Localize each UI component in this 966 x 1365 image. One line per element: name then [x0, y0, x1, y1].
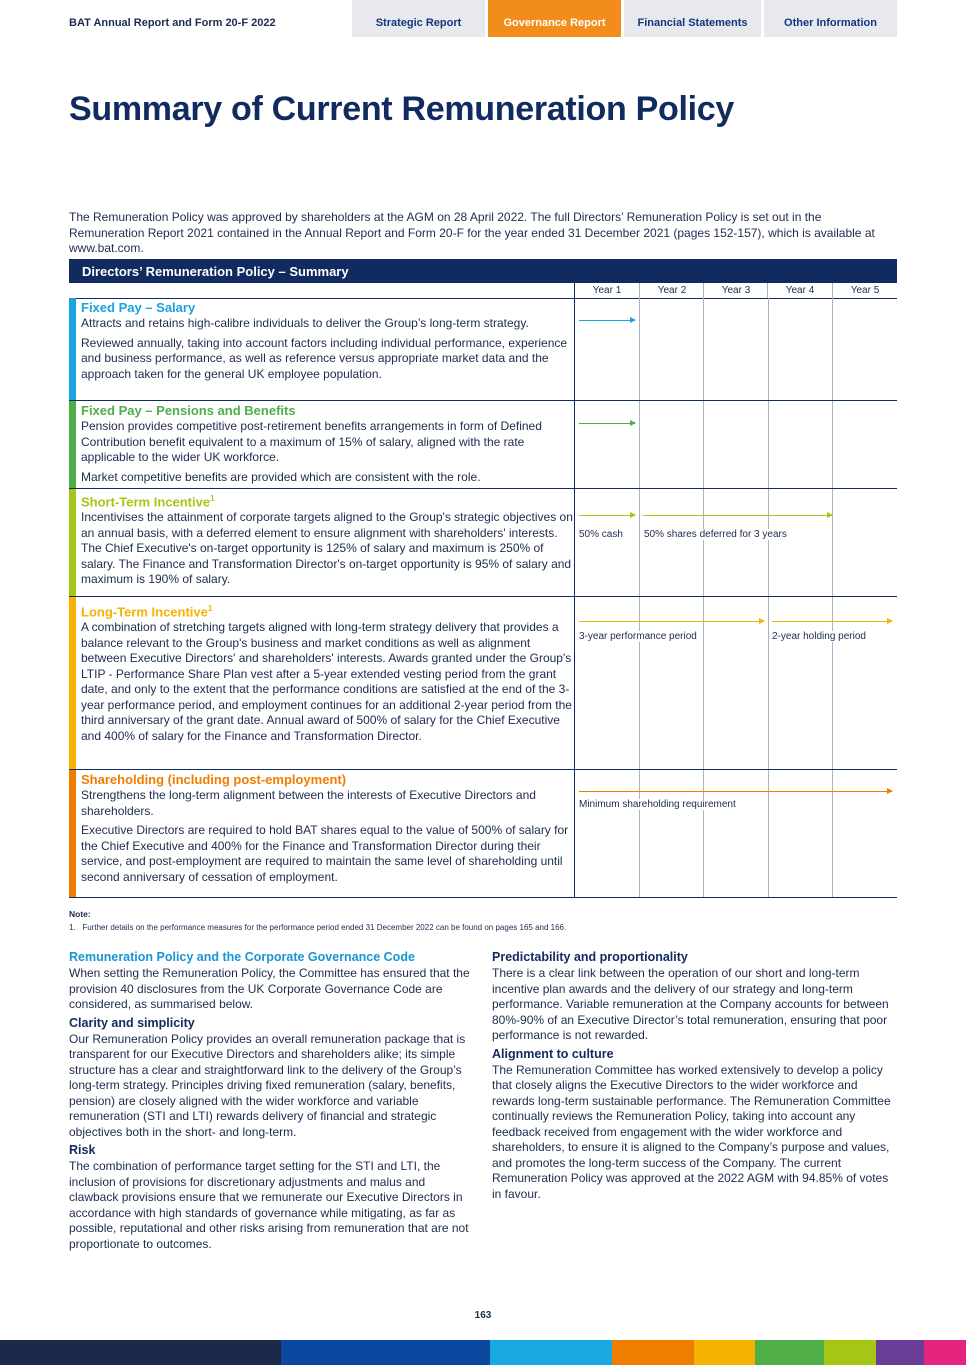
note-heading: Note: [69, 909, 91, 919]
subsection-text: There is a clear link between the operation of our short and long-term incentive plan awards and the delivery of our strategy and long-term performance. Variable remuneration at the Company accounts for between 80%-90% of an Executive Director’s total remuneration, ensuring that poor performance is not rewarded. [492, 966, 889, 1042]
timeline-arrow [643, 515, 832, 516]
year-header-row [69, 283, 897, 299]
subsection-heading: Predictability and proportionality [492, 950, 688, 964]
stripe-segment [924, 1340, 966, 1365]
left-column [69, 949, 474, 1254]
row-paragraph: Executive Directors are required to hold BAT shares equal to the value of 500% of salary for the Chief Executive and 400% for the Finance and Transformation Director during their service, and post-employment are required to maintain the same level of shareholding until second anniversary of cessation of employment. [81, 823, 569, 884]
footnote-1: 1. Further details on the performance measures for the performance period ended 31 December 2022 can be found on pages 165 and 166. [69, 923, 567, 932]
page-number: 163 [474, 1310, 492, 1321]
year-5-header: Year 5 [832, 283, 897, 298]
stripe-segment [281, 1340, 490, 1365]
subsection-heading: Alignment to culture [492, 1046, 614, 1061]
row-paragraph: Market competitive benefits are provided which are consistent with the role. [81, 469, 481, 484]
policy-summary-table [69, 259, 897, 884]
tab-other-information[interactable]: Other Information [764, 0, 897, 37]
timeline-grid [574, 401, 898, 488]
timeline-grid [574, 597, 898, 769]
subsection-heading: Risk [69, 1143, 96, 1157]
stripe-segment [490, 1340, 612, 1365]
row-color-bar [69, 597, 76, 769]
footnote-ref: 1 [207, 604, 213, 613]
timeline-arrow [579, 320, 635, 321]
section-text: When setting the Remuneration Policy, the Committee has ensured that the provision 40 disclosures from the UK Corporate Governance Code are considered, as summarised below. [69, 966, 470, 1011]
stripe-segment [694, 1340, 755, 1365]
year-3-header: Year 3 [703, 283, 768, 298]
timeline-label: 2-year holding period [769, 631, 869, 642]
row-color-bar [69, 489, 76, 596]
section-heading: Remuneration Policy and the Corporate Governance Code [69, 950, 415, 964]
timeline-label: 50% shares deferred for 3 years [641, 529, 790, 540]
row-paragraph: Attracts and retains high-calibre individuals to deliver the Group’s long-term strategy. [81, 316, 529, 330]
policy-row-long-term-incentive [69, 597, 897, 770]
row-title: Short-Term Incentive [81, 494, 211, 510]
timeline-label: 3-year performance period [576, 631, 700, 642]
subsection-heading: Clarity and simplicity [69, 1015, 195, 1030]
row-color-bar [69, 770, 76, 897]
table-heading: Directors’ Remuneration Policy – Summary [69, 259, 897, 283]
policy-row-pensions [69, 401, 897, 489]
row-title: Shareholding (including post-employment) [81, 772, 347, 787]
timeline-grid [574, 489, 898, 596]
stripe-segment [876, 1340, 924, 1365]
intro-paragraph: The Remuneration Policy was approved by shareholders at the AGM on 28 April 2022. The full Directors’ Remuneration Policy is set out in the Remuneration Report 2021 contained in the Annual Report and Form 20-F for the year ended 31 December 2021 (pages 152-157), which is available at www.bat.com. [69, 210, 875, 255]
row-title: Fixed Pay – Pensions and Benefits [81, 403, 296, 418]
timeline-label: Minimum shareholding requirement [576, 799, 739, 810]
timeline-arrow [579, 791, 892, 792]
timeline-label: 50% cash [576, 529, 626, 540]
row-paragraph: Reviewed annually, taking into account factors including individual performance, experience and business performance, as well as reference versus appropriate market data and the approach taken for the general UK employee population. [81, 335, 568, 381]
row-title: Long-Term Incentive [81, 604, 208, 620]
row-color-bar [69, 298, 76, 400]
year-1-header: Year 1 [574, 283, 639, 298]
timeline-arrow [579, 515, 635, 516]
stripe-segment [0, 1340, 281, 1365]
subsection-text: The combination of performance target setting for the STI and LTI, the inclusion of provisions for discretionary adjustments and malus and clawback provisions ensure that we remunerate our Executive Directors in accordance with high standards of governance while mitigating, as far as possible, reputational and other risks arising from remuneration that are not proportionate to outcomes. [69, 1159, 469, 1251]
timeline-arrow [579, 621, 764, 622]
row-title: Fixed Pay – Salary [81, 300, 196, 315]
timeline-arrow [579, 423, 635, 424]
row-paragraph: Pension provides competitive post-retirement benefits arrangements in form of Defined Contribution benefit equivalent to a maximum of 15% of salary, aligned with the rate applicable to the wider UK workforce. [81, 419, 542, 464]
report-title: BAT Annual Report and Form 20-F 2022 [69, 17, 276, 29]
right-column [492, 949, 898, 1204]
stripe-segment [612, 1340, 694, 1365]
row-paragraph: Strengthens the long-term alignment between the interests of Executive Directors and shareholders. [81, 788, 536, 818]
policy-row-short-term-incentive [69, 489, 897, 597]
stripe-segment [755, 1340, 824, 1365]
subsection-text: Our Remuneration Policy provides an overall remuneration package that is transparent for our Executive Directors and shareholders alike; its simple structure has a clear and straightforward link to the delivery of the Group’s long-term strategy. Principles driving fixed remuneration (salary, benefits, pension) are closely aligned with the wider workforce and variable remuneration (STI and LTI) rewards delivery of financial and strategic objectives both in the short- and long-term. [69, 1031, 466, 1139]
year-2-header: Year 2 [639, 283, 704, 298]
year-4-header: Year 4 [767, 283, 832, 298]
timeline-grid [574, 770, 898, 897]
policy-row-salary [69, 298, 897, 401]
tab-strategic-report[interactable]: Strategic Report [352, 0, 485, 37]
stripe-segment [824, 1340, 876, 1365]
footnote-ref: 1 [210, 494, 215, 503]
policy-row-shareholding [69, 770, 897, 898]
section-tabs [352, 0, 897, 37]
row-color-bar [69, 401, 76, 488]
subsection-text: The Remuneration Committee has worked extensively to develop a policy that closely aligns the Executive Directors to the wider workforce and rewards long-term sustainable performance. The Remuneration Committee continually reviews the Remuneration Policy, taking into account any feedback received from engagement with the wider workforce and shareholders, to ensure it is aligned to the Company’s purpose and values, and promotes the long-term success of the Company. The current Remuneration Policy was approved at the 2022 AGM with 94.85% of votes in favour. [492, 1062, 891, 1201]
tab-governance-report[interactable]: Governance Report [488, 0, 621, 37]
page-title: Summary of Current Remuneration Policy [69, 90, 734, 128]
timeline-grid [574, 298, 898, 400]
timeline-arrow [772, 621, 892, 622]
tab-financial-statements[interactable]: Financial Statements [624, 0, 761, 37]
row-paragraph: Incentivises the attainment of corporate targets aligned to the Group's strategic objectives on an annual basis, with a deferred element to ensure alignment with shareholders' interests. The Chief Executive's on-target opportunity is 125% of salary and maximum is 250% of salary. The Finance and Transformation Director's on-target opportunity is 95% of salary and maximum is 190% of salary. [81, 510, 573, 587]
row-paragraph: A combination of stretching targets aligned with long-term strategy delivery that provides a balance relevant to the Group's business and market conditions as well as alignment between Executive Directors' and shareholders' interests. Awards granted under the Group's LTIP - Performance Share Plan vest after a 5-year extended vesting period from the grant date, and only to the extent that the performance conditions are satisfied at the end of the 3-year performance period, and employment continues for an additional 2-year period from the third anniversary of the grant date. Annual award of 500% of salary for the Chief Executive and 400% of salary for the Finance and Transformation Director. [81, 620, 572, 743]
footer-color-stripe [0, 1340, 966, 1365]
